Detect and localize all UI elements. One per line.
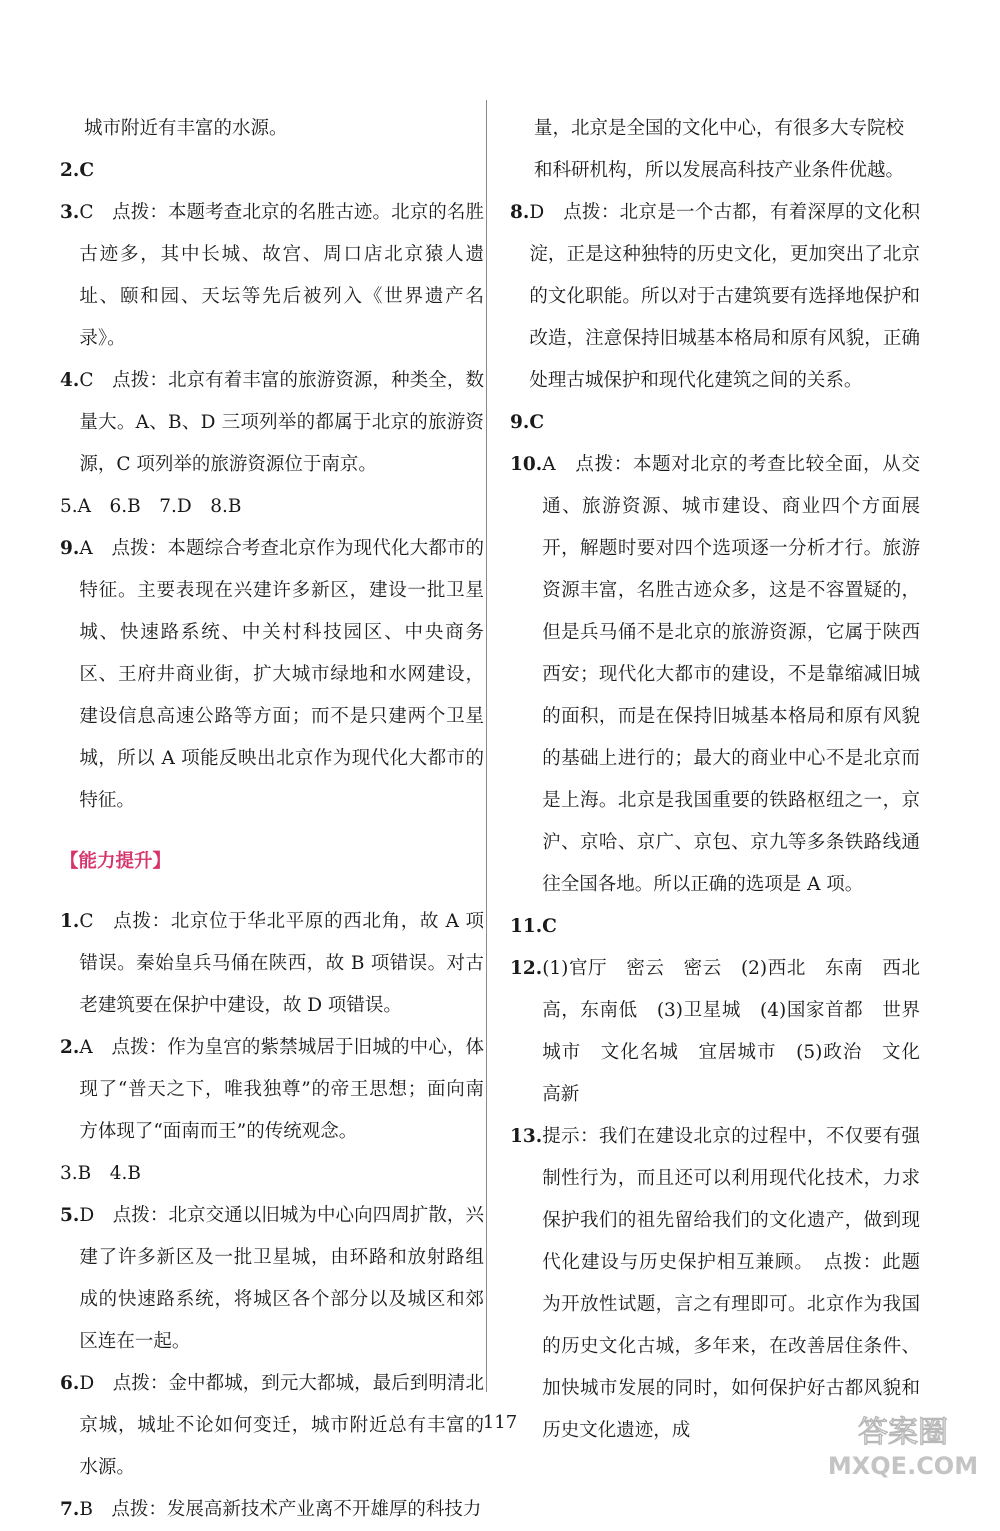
ability-answer-8: 8. D 点拨：北京是一个古都，有着深厚的文化积淀，正是这种独特的历史文化，更加突出了北京的文化职能。所以对于古建筑要有选择地保护和改造，注意保持旧城基本格局和原有风貌，正确处理古城保护和现代化建筑之间的关系。 [510,202,920,391]
watermark-bottom-text: MXQE.COM [827,1452,979,1480]
answer-3: 3. C 点拨：本题考查北京的名胜古迹。北京的名胜古迹多，其中长城、故宫、周口店北京猿人遗址、颐和园、天坛等先后被列入《世界遗产名录》。 [60,202,484,349]
ability-answer-13: 13. 提示：我们在建设北京的过程中，不仅要有强制性行为，而且还可以利用现代化技术，力求保护我们的祖先留给我们的文化遗产，做到现代化建设与历史保护相互兼顾。 点拨：此题为开放性试题，言之有理即可。北京作为我国的历史文化古城，多年来，在改善居住条件、加快城市发展的同时，如何保护好古都风貌和历史文化遗迹，成 [510,1126,920,1441]
watermark-logo [808,1408,998,1484]
page-number: 117 [482,1412,518,1433]
ability-answer-11: 11.C [510,916,557,937]
ability-answer-1: 1. C 点拨：北京位于华北平原的西北角，故 A 项错误。秦始皇兵马俑在陕西，故 B 项错误。对古老建筑要在保护中建设，故 D 项错误。 [60,911,484,1016]
answers-5-8: 5.A 6.B 7.D 8.B [60,496,242,517]
answer-2: 2.C [60,160,95,181]
ability-answers-3-4: 3.B 4.B [60,1163,141,1184]
column-divider [486,100,487,1392]
watermark-top-text: 答案圈 [858,1415,948,1450]
ability-answer-9: 9.C [510,412,545,433]
ability-answer-7: 7. B 点拨：发展高新技术产业离不开雄厚的科技力 [60,1499,482,1520]
ability-answer-6: 6. D 点拨：金中都城，到元大都城，最后到明清北京城，城址不论如何变迁，城市附近总有丰富的水源。 [60,1373,484,1478]
continued-text: 量，北京是全国的文化中心，有很多大专院校和科研机构，所以发展高科技产业条件优越。 [534,118,905,181]
section-heading: 【能力提升】 [60,850,172,872]
ability-answer-5: 5. D 点拨：北京交通以旧城为中心向四周扩散，兴建了许多新区及一批卫星城，由环路和放射路组成的快速路系统，将城区各个部分以及城区和郊区连在一起。 [60,1205,484,1352]
ability-answer-12: 12. (1)官厅 密云 密云 (2)西北 东南 西北高，东南低 (3)卫星城 (4)国家首都 世界城市 文化名城 宜居城市 (5)政治 文化 高新 [510,958,939,1105]
left-column [60,108,484,1531]
answer-9: 9. A 点拨：本题综合考查北京作为现代化大都市的特征。主要表现在兴建许多新区，建设一批卫星城、快速路系统、中关村科技园区、中央商务区、王府井商业街，扩大城市绿地和水网建设，建设信息高速公路等方面；而不是只建两个卫星城，所以 A 项能反映出北京作为现代化大都市的特征。 [60,538,484,811]
ability-answer-2: 2. A 点拨：作为皇宫的紫禁城居于旧城的中心，体现了“普天之下，唯我独尊”的帝王思想；面向南方体现了“面南而王”的传统观念。 [60,1037,484,1142]
continued-text: 城市附近有丰富的水源。 [84,118,288,139]
answer-4: 4. C 点拨：北京有着丰富的旅游资源，种类全，数量大。A、B、D 三项列举的都属于北京的旅游资源，C 项列举的旅游资源位于南京。 [60,370,484,475]
right-column [510,108,939,1452]
ability-answer-10: 10. A 点拨：本题对北京的考查比较全面，从交通、旅游资源、城市建设、商业四个方面展开，解题时要对四个选项逐一分析才行。旅游资源丰富，名胜古迹众多，这是不容置疑的，但是兵马俑不是北京的旅游资源，它属于陕西西安；现代化大都市的建设，不是靠缩减旧城的面积，而是在保持旧城基本格局和原有风貌的基础上进行的；最大的商业中心不是北京而是上海。北京是我国重要的铁路枢纽之一，京沪、京哈、京广、京包、京九等多条铁路线通往全国各地。所以正确的选项是 A 项。 [510,454,920,895]
